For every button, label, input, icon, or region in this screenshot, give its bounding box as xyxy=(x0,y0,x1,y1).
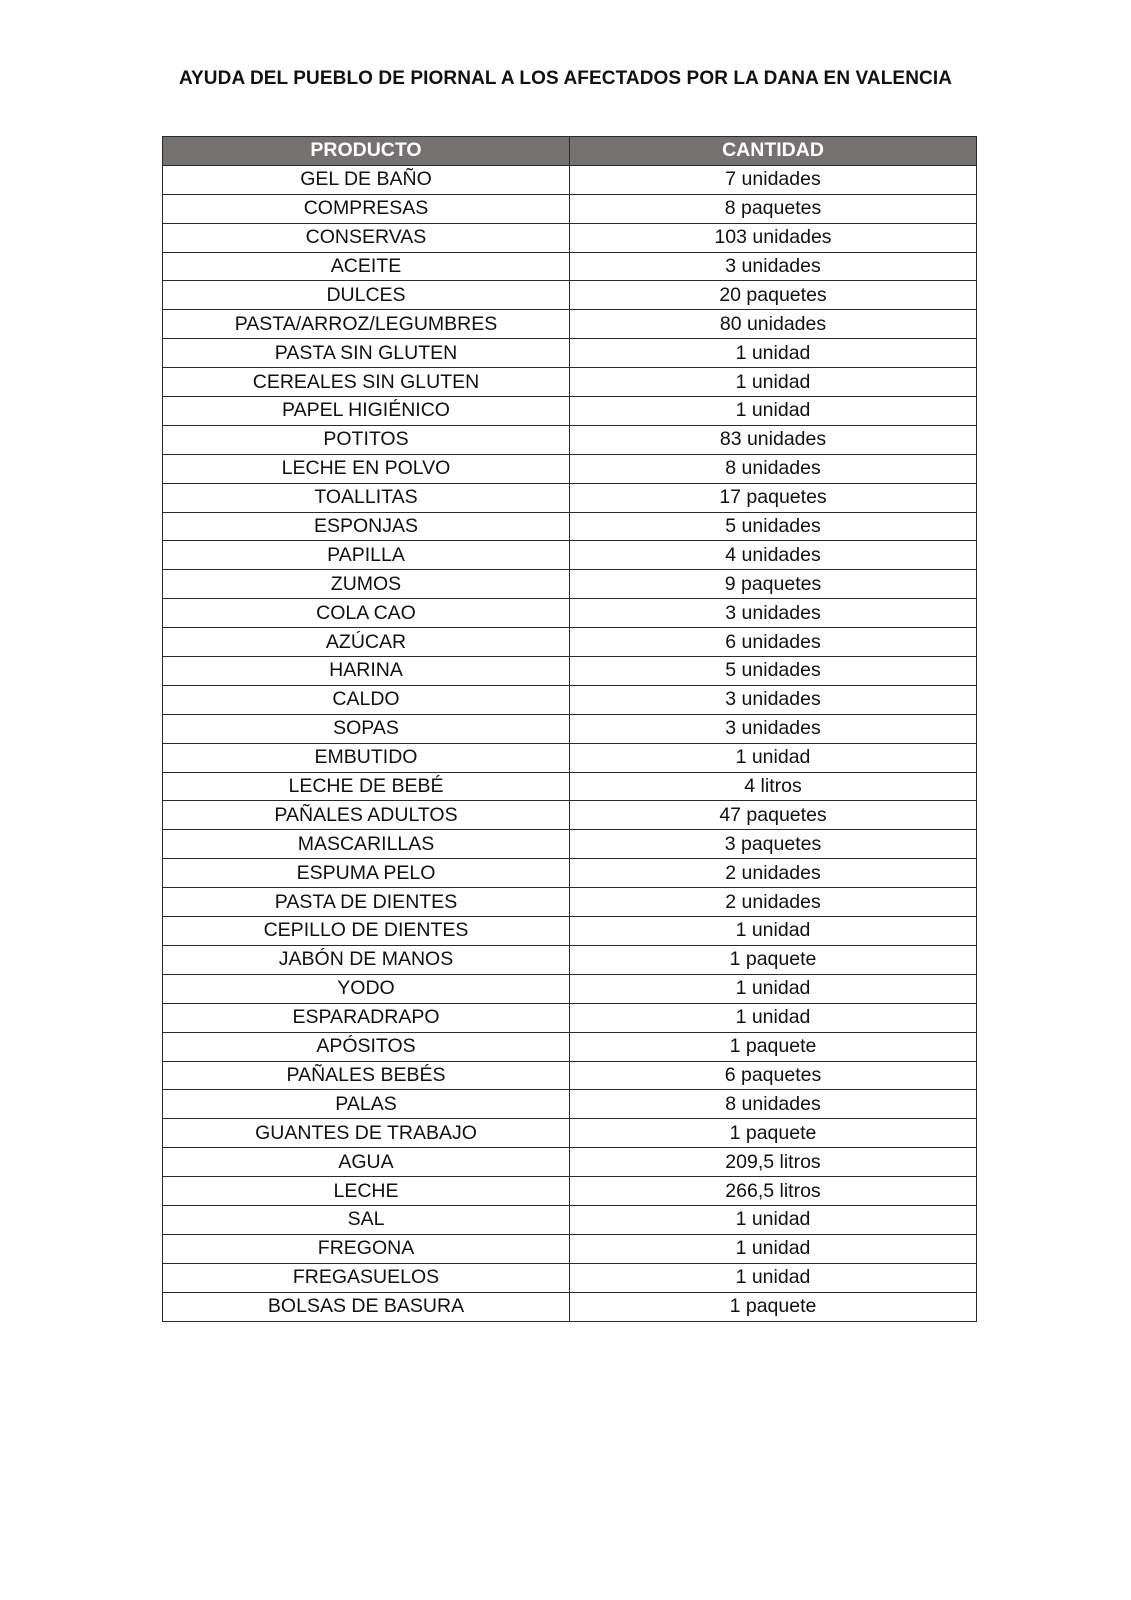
product-cell: PAÑALES ADULTOS xyxy=(163,801,570,830)
product-cell: FREGASUELOS xyxy=(163,1263,570,1292)
table-row xyxy=(163,714,977,743)
quantity-cell: 2 unidades xyxy=(570,859,977,888)
quantity-cell: 17 paquetes xyxy=(570,483,977,512)
table-row xyxy=(163,252,977,281)
table-row xyxy=(163,1234,977,1263)
quantity-cell: 1 unidad xyxy=(570,1205,977,1234)
table-row xyxy=(163,974,977,1003)
product-cell: FREGONA xyxy=(163,1234,570,1263)
table-body xyxy=(163,165,977,1321)
table-row xyxy=(163,945,977,974)
product-cell: CONSERVAS xyxy=(163,223,570,252)
quantity-cell: 3 unidades xyxy=(570,252,977,281)
table-row xyxy=(163,368,977,397)
table-row xyxy=(163,570,977,599)
quantity-cell: 1 unidad xyxy=(570,1263,977,1292)
quantity-cell: 5 unidades xyxy=(570,512,977,541)
header-producto: PRODUCTO xyxy=(163,137,570,166)
table-row xyxy=(163,917,977,946)
table-row xyxy=(163,1292,977,1321)
table-row xyxy=(163,512,977,541)
table-row xyxy=(163,1119,977,1148)
product-cell: ESPUMA PELO xyxy=(163,859,570,888)
donations-table-container xyxy=(162,136,976,1322)
product-cell: PALAS xyxy=(163,1090,570,1119)
product-cell: PAPEL HIGIÉNICO xyxy=(163,397,570,426)
quantity-cell: 80 unidades xyxy=(570,310,977,339)
quantity-cell: 20 paquetes xyxy=(570,281,977,310)
product-cell: TOALLITAS xyxy=(163,483,570,512)
quantity-cell: 6 paquetes xyxy=(570,1061,977,1090)
quantity-cell: 1 unidad xyxy=(570,368,977,397)
product-cell: EMBUTIDO xyxy=(163,743,570,772)
quantity-cell: 1 unidad xyxy=(570,1234,977,1263)
product-cell: GUANTES DE TRABAJO xyxy=(163,1119,570,1148)
product-cell: DULCES xyxy=(163,281,570,310)
product-cell: ACEITE xyxy=(163,252,570,281)
quantity-cell: 6 unidades xyxy=(570,628,977,657)
product-cell: PASTA SIN GLUTEN xyxy=(163,339,570,368)
quantity-cell: 103 unidades xyxy=(570,223,977,252)
product-cell: COMPRESAS xyxy=(163,194,570,223)
table-row xyxy=(163,801,977,830)
quantity-cell: 1 unidad xyxy=(570,1003,977,1032)
quantity-cell: 7 unidades xyxy=(570,165,977,194)
table-row xyxy=(163,628,977,657)
product-cell: COLA CAO xyxy=(163,599,570,628)
table-row xyxy=(163,454,977,483)
quantity-cell: 1 unidad xyxy=(570,917,977,946)
product-cell: MASCARILLAS xyxy=(163,830,570,859)
document-title: AYUDA DEL PUEBLO DE PIORNAL A LOS AFECTADOS POR LA DANA EN VALENCIA xyxy=(178,68,953,89)
product-cell: POTITOS xyxy=(163,425,570,454)
table-row xyxy=(163,1263,977,1292)
quantity-cell: 4 litros xyxy=(570,772,977,801)
quantity-cell: 1 paquete xyxy=(570,945,977,974)
product-cell: JABÓN DE MANOS xyxy=(163,945,570,974)
table-row xyxy=(163,772,977,801)
table-row xyxy=(163,1090,977,1119)
product-cell: LECHE DE BEBÉ xyxy=(163,772,570,801)
table-header xyxy=(163,137,977,166)
table-row xyxy=(163,541,977,570)
quantity-cell: 1 unidad xyxy=(570,974,977,1003)
quantity-cell: 47 paquetes xyxy=(570,801,977,830)
table-row xyxy=(163,281,977,310)
table-row xyxy=(163,830,977,859)
table-row xyxy=(163,859,977,888)
table-row xyxy=(163,425,977,454)
quantity-cell: 209,5 litros xyxy=(570,1148,977,1177)
table-row xyxy=(163,1061,977,1090)
quantity-cell: 2 unidades xyxy=(570,888,977,917)
product-cell: AGUA xyxy=(163,1148,570,1177)
quantity-cell: 1 unidad xyxy=(570,743,977,772)
product-cell: ZUMOS xyxy=(163,570,570,599)
product-cell: CALDO xyxy=(163,685,570,714)
quantity-cell: 8 unidades xyxy=(570,1090,977,1119)
table-row xyxy=(163,310,977,339)
product-cell: ESPARADRAPO xyxy=(163,1003,570,1032)
quantity-cell: 1 paquete xyxy=(570,1292,977,1321)
product-cell: BOLSAS DE BASURA xyxy=(163,1292,570,1321)
table-row xyxy=(163,1205,977,1234)
quantity-cell: 8 paquetes xyxy=(570,194,977,223)
quantity-cell: 3 unidades xyxy=(570,685,977,714)
quantity-cell: 5 unidades xyxy=(570,657,977,686)
table-row xyxy=(163,483,977,512)
product-cell: PASTA DE DIENTES xyxy=(163,888,570,917)
table-row xyxy=(163,194,977,223)
table-row xyxy=(163,397,977,426)
product-cell: APÓSITOS xyxy=(163,1032,570,1061)
product-cell: PAPILLA xyxy=(163,541,570,570)
table-row xyxy=(163,1003,977,1032)
quantity-cell: 83 unidades xyxy=(570,425,977,454)
product-cell: ESPONJAS xyxy=(163,512,570,541)
table-row xyxy=(163,165,977,194)
product-cell: YODO xyxy=(163,974,570,1003)
quantity-cell: 1 unidad xyxy=(570,339,977,368)
product-cell: PASTA/ARROZ/LEGUMBRES xyxy=(163,310,570,339)
product-cell: LECHE xyxy=(163,1177,570,1206)
table-row xyxy=(163,685,977,714)
quantity-cell: 1 unidad xyxy=(570,397,977,426)
quantity-cell: 9 paquetes xyxy=(570,570,977,599)
quantity-cell: 3 unidades xyxy=(570,714,977,743)
product-cell: SOPAS xyxy=(163,714,570,743)
table-row xyxy=(163,1148,977,1177)
table-row xyxy=(163,888,977,917)
product-cell: SAL xyxy=(163,1205,570,1234)
quantity-cell: 4 unidades xyxy=(570,541,977,570)
table-row xyxy=(163,223,977,252)
product-cell: CEREALES SIN GLUTEN xyxy=(163,368,570,397)
quantity-cell: 1 paquete xyxy=(570,1032,977,1061)
product-cell: GEL DE BAÑO xyxy=(163,165,570,194)
table-row xyxy=(163,599,977,628)
header-row xyxy=(163,137,977,166)
quantity-cell: 3 unidades xyxy=(570,599,977,628)
table-row xyxy=(163,1177,977,1206)
table-row xyxy=(163,339,977,368)
quantity-cell: 1 paquete xyxy=(570,1119,977,1148)
quantity-cell: 266,5 litros xyxy=(570,1177,977,1206)
quantity-cell: 3 paquetes xyxy=(570,830,977,859)
header-cantidad: CANTIDAD xyxy=(570,137,977,166)
product-cell: HARINA xyxy=(163,657,570,686)
product-cell: PAÑALES BEBÉS xyxy=(163,1061,570,1090)
table-row xyxy=(163,743,977,772)
donations-table xyxy=(162,136,977,1322)
table-row xyxy=(163,1032,977,1061)
table-row xyxy=(163,657,977,686)
product-cell: AZÚCAR xyxy=(163,628,570,657)
quantity-cell: 8 unidades xyxy=(570,454,977,483)
product-cell: CEPILLO DE DIENTES xyxy=(163,917,570,946)
product-cell: LECHE EN POLVO xyxy=(163,454,570,483)
